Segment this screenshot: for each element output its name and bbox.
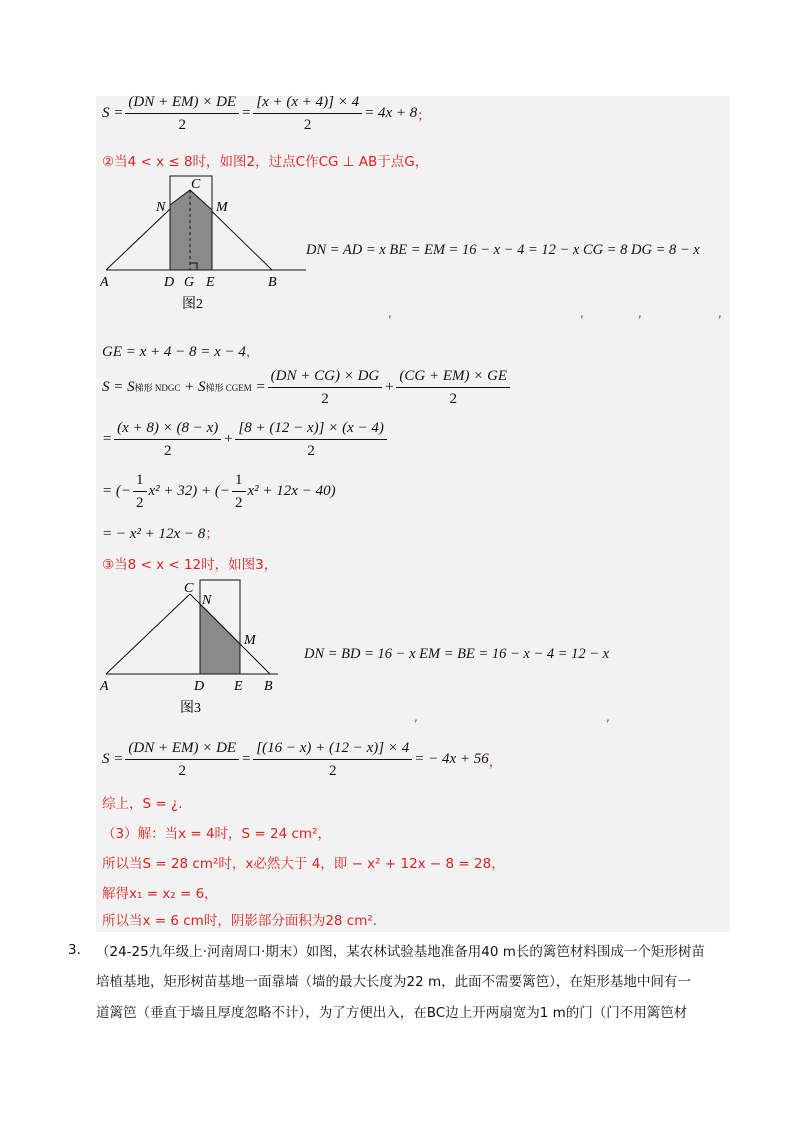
question3-line-1: （24-25九年级上·河南周口·期末）如图，某农林试验基地准备用40 m长的篱笆材料围成一个矩形树苗 (96, 944, 705, 960)
part3-line-3: 解得x₁ = x₂ = 6， (102, 886, 218, 902)
fig2-comma-4: , (718, 306, 722, 320)
fig2-label-d: D (164, 275, 175, 290)
case2-ge-line: GE = x + 4 − 8 = x − 4， (102, 344, 260, 360)
case2-area-formula: S = S 梯形 NDGC + S 梯形 CGEM = $\frac{(DN + CG) \times DG}{2}$ + $\frac{(CG + EM) \times GE}{2}$ (102, 366, 512, 409)
part3-line-2: 所以当S = 28 cm²时，x必然大于 4，即 − x² + 12x − 8 = 28， (102, 856, 505, 872)
fig2-label-e: E (206, 275, 215, 290)
fig2-label-m: M (216, 200, 228, 215)
case3-heading: ③当8 < x < 12时，如图3， (102, 557, 278, 573)
part3-line-1: （3）解：当x = 4时，S = 24 cm²， (102, 826, 331, 842)
fig3-caption: 图3 (180, 701, 201, 716)
fig3-label-e: E (234, 679, 243, 694)
fig3-label-n: N (202, 593, 212, 608)
question3-number: 3. (68, 942, 81, 958)
case3-formula: S = $\frac{(DN + EM) \times DE}{2}$ = $\frac{[(16 - x) + (12 - x)] \times 4}{2}$ = − 4x + 56 ， (102, 740, 503, 779)
fig3-comma-1: , (414, 710, 418, 724)
fig2-label-g: G (184, 275, 195, 290)
figure-3 (100, 576, 300, 716)
fig3-label-d: D (194, 679, 205, 694)
fig2-comma-1: , (388, 306, 392, 320)
case2-heading: ②当4 < x ≤ 8时，如图2，过点C作CG ⊥ AB于点G， (102, 154, 429, 170)
fig2-caption: 图2 (182, 297, 203, 312)
figure-2 (100, 170, 310, 315)
case2-area-expanded: = (− $\frac{1}{2}$ x² + 32) + (− $\frac{1}{2}$ x² + 12x − 40) (102, 472, 336, 511)
fig2-label-a: A (100, 275, 109, 290)
case3-relations: DN = BD = 16 − x EM = BE = 16 − x − 4 = 12 − x (304, 646, 610, 662)
fig3-label-c: C (184, 581, 194, 596)
fig2-label-n: N (156, 200, 166, 215)
fig3-shaded-region (200, 604, 240, 674)
case2-relations: DN = AD = x BE = EM = 16 − x − 4 = 12 − x CG = 8 DG = 8 − x (306, 242, 700, 258)
fig3-comma-2: , (606, 710, 610, 724)
fig2-comma-3: , (638, 306, 642, 320)
fig3-label-a: A (100, 679, 109, 694)
case2-area-result: = − x² + 12x − 8； (102, 526, 219, 542)
fig2-label-c: C (191, 177, 201, 192)
fig2-shaded-region (170, 190, 212, 270)
fig2-comma-2: , (580, 306, 584, 320)
fig3-label-m: M (244, 633, 256, 648)
fig3-label-b: B (264, 679, 273, 694)
summary-line: 综上，S = ¿. (102, 796, 183, 812)
question3-line-2: 培植基地，矩形树苗基地一面靠墙（墙的最大长度为22 m，此面不需要篱笆），在矩形基地中间有一 (96, 974, 691, 990)
fig3-side-ac (106, 594, 190, 674)
case1-formula: S = $\frac{(DN + EM) \times DE}{2}$ = $\frac{[x + (x + 4)] \times 4}{2}$ = 4x + 8 ； (102, 94, 431, 133)
case2-area-substitution: = $\frac{(x + 8) \times (8 - x)}{2}$ + $\frac{[8 + (12 - x)] \times (x - 4)}{2}$ (102, 418, 389, 461)
part3-line-4: 所以当x = 6 cm时，阴影部分面积为28 cm². (102, 913, 378, 929)
fig2-label-b: B (268, 275, 277, 290)
question3-line-3: 道篱笆（垂直于墙且厚度忽略不计），为了方便出入，在BC边上开两扇宽为1 m的门（门不用篱笆材 (96, 1005, 688, 1021)
